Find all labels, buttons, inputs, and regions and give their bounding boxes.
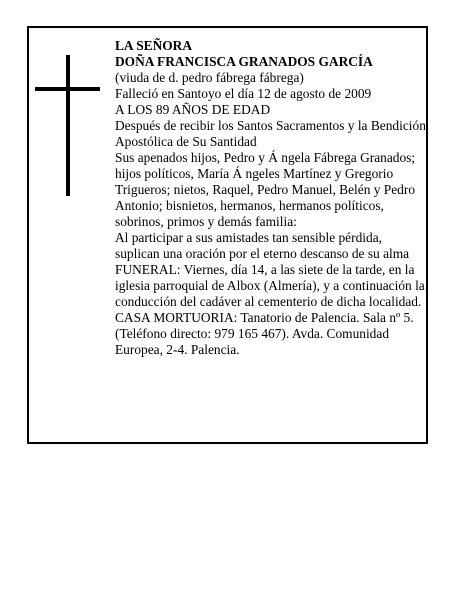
widow-line: (viuda de d. pedro fábrega fábrega) [115, 70, 304, 85]
age-line: A LOS 89 AÑOS DE EDAD [115, 102, 271, 117]
obituary-text [115, 38, 427, 358]
title-line-1: LA SEÑORA [115, 38, 193, 53]
cross-horizontal-bar [35, 87, 100, 91]
cross-vertical-bar [66, 55, 70, 196]
sacraments-paragraph: Después de recibir los Santos Sacramentos y la Bendición Apostólica de Su Santidad [115, 118, 426, 149]
deceased-name: DOÑA FRANCISCA GRANADOS GARCÍA [115, 54, 373, 69]
death-line: Falleció en Santoyo el día 12 de agosto de 2009 [115, 86, 372, 101]
family-paragraph: Sus apenados hijos, Pedro y Á ngela Fábrega Granados; hijos políticos, María Á ngeles Martínez y Gregorio Trigueros; nietos, Raquel, Pedro Manuel, Belén y Pedro Antonio; bisnietos, hermanos, hermanos políticos, sobrinos, primos y demás familia: [115, 150, 416, 229]
prayer-paragraph: Al participar a sus amistades tan sensible pérdida, suplican una oración por el eterno descanso de su alma [115, 230, 410, 261]
funeral-paragraph: FUNERAL: Viernes, día 14, a las siete de la tarde, en la iglesia parroquial de Albox (Almería), y a continuación la conducción del cadáver al cementerio de dicha localidad. [115, 262, 425, 309]
mortuary-paragraph: CASA MORTUORIA: Tanatorio de Palencia. Sala nº 5. (Teléfono directo: 979 165 467). Avda. Comunidad Europea, 2-4. Palencia. [115, 310, 414, 357]
